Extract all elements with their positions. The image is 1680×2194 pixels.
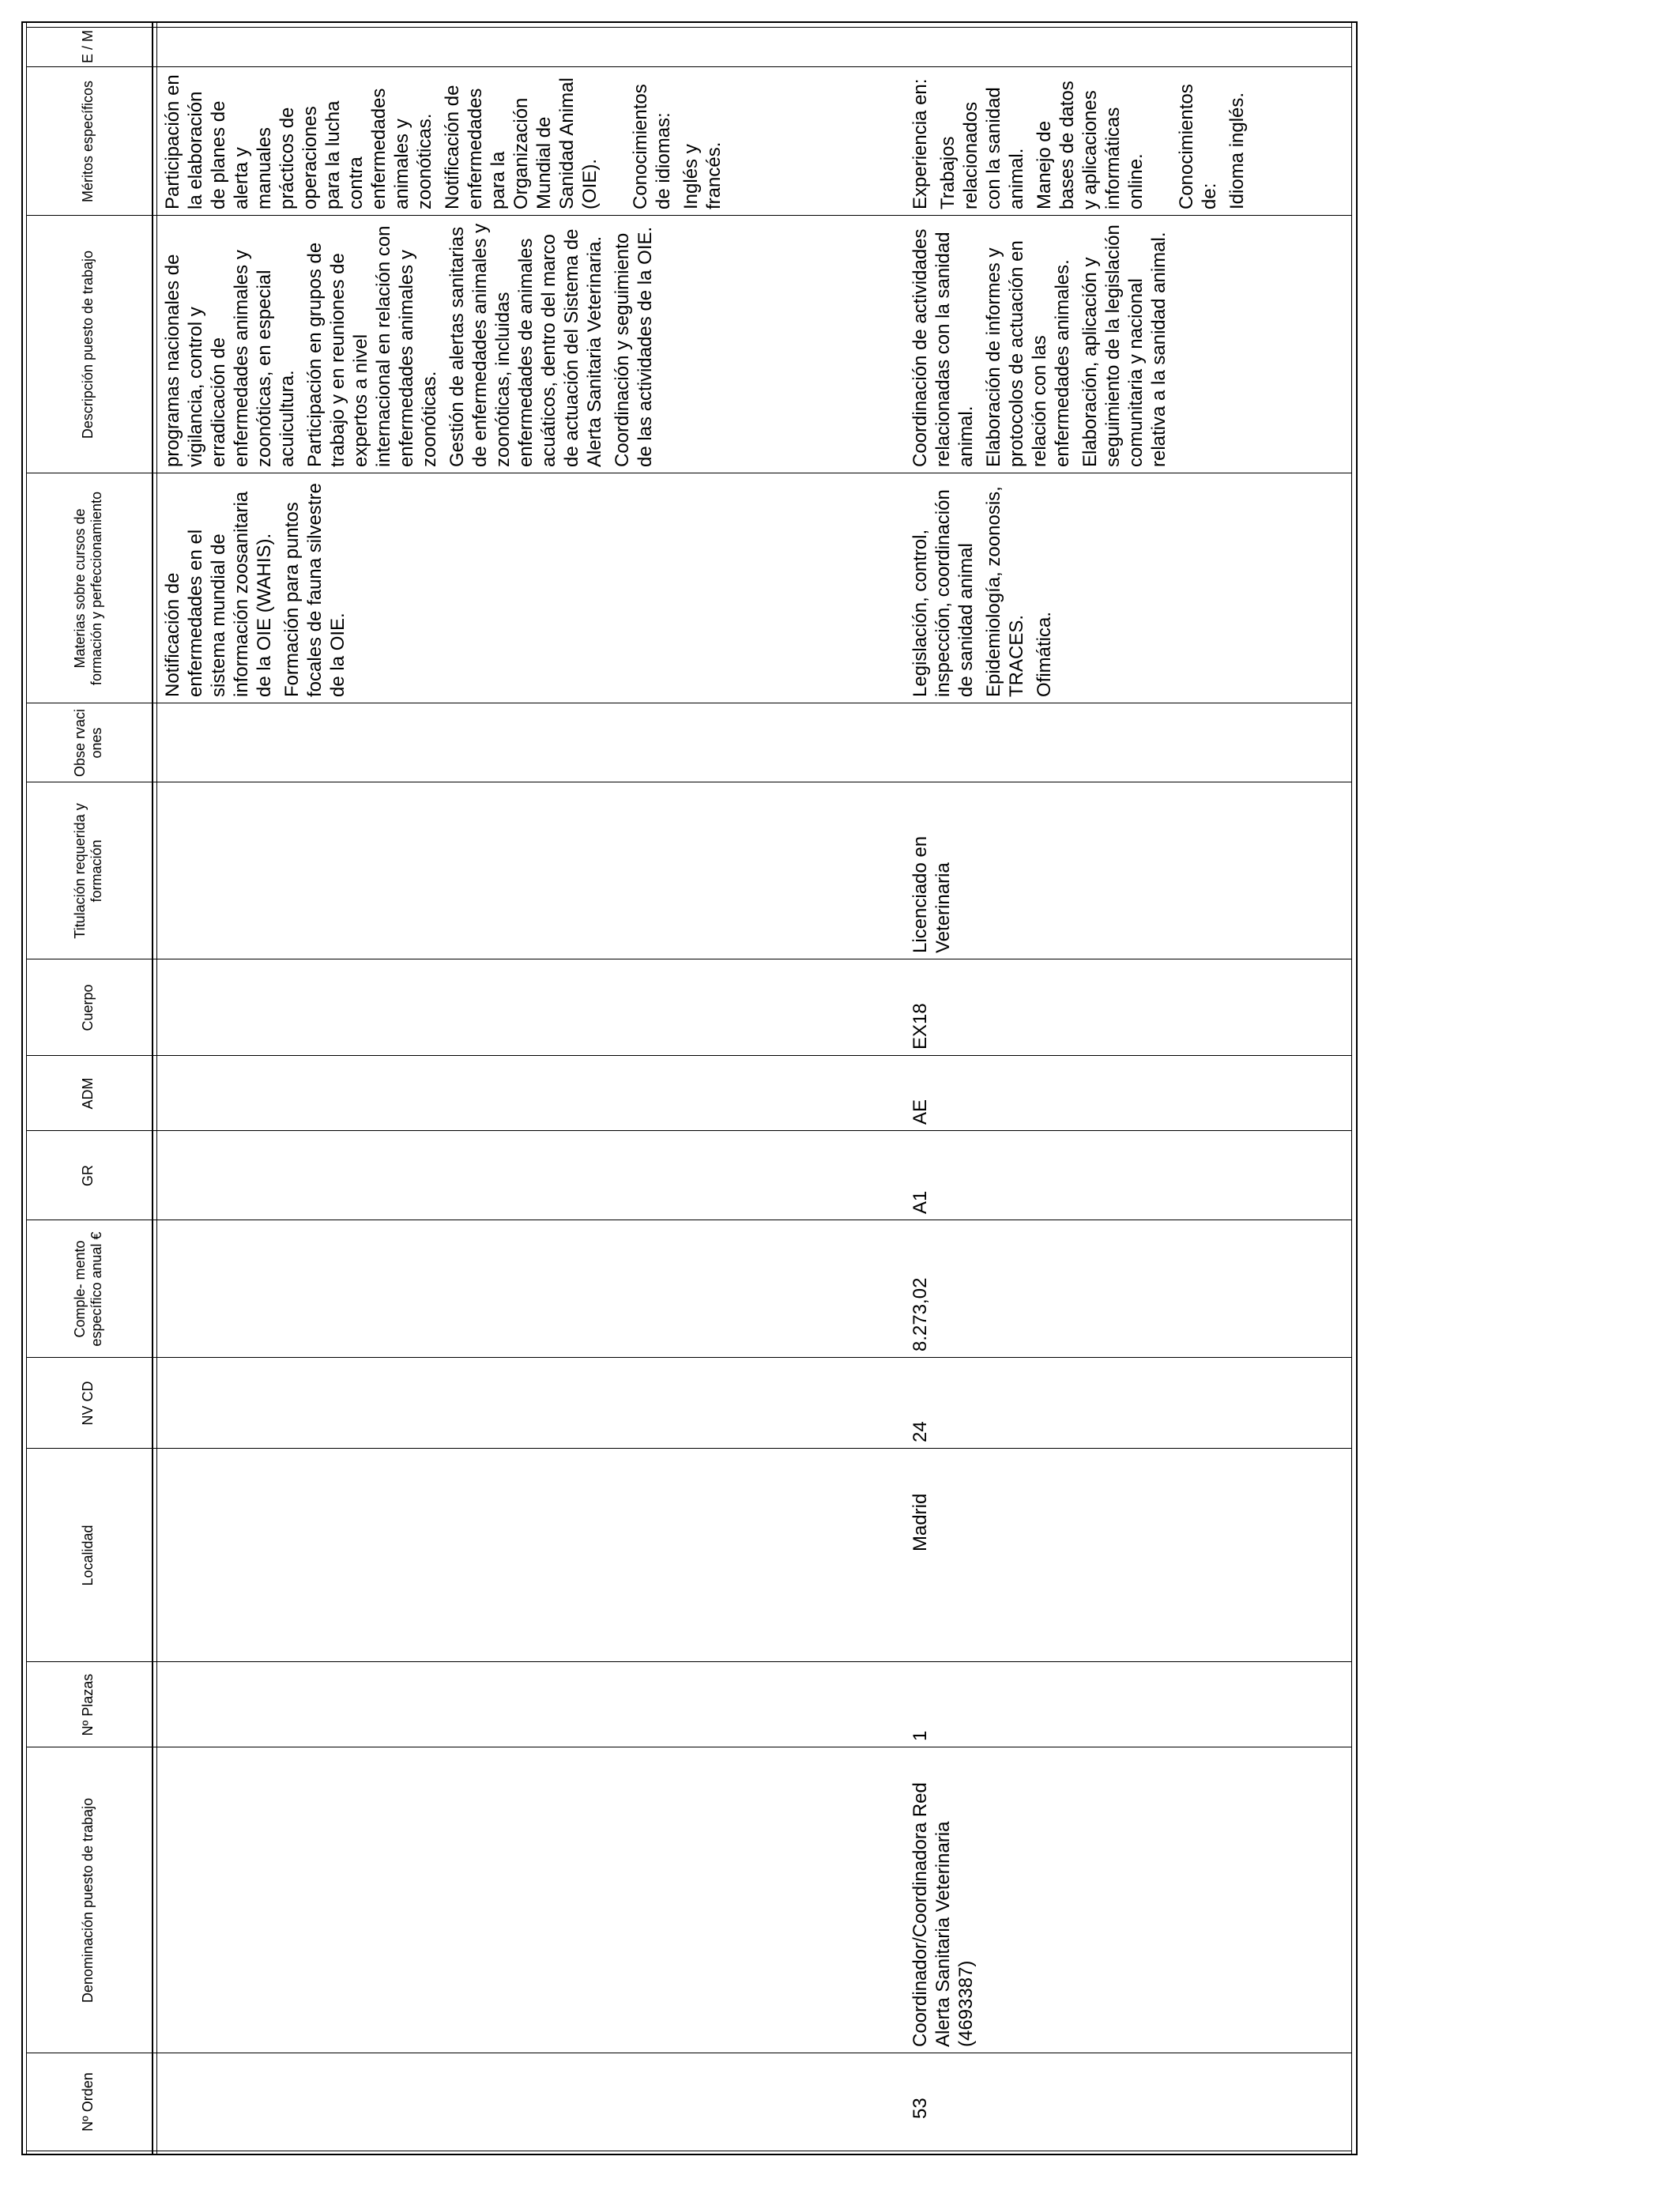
header-cuerpo xyxy=(28,963,149,1053)
border-bottom-outer xyxy=(1356,21,1358,2155)
meritos-paragraph: Idioma inglés. xyxy=(1226,92,1248,209)
descripcion-paragraph: Elaboración de informes y protocolos de actuación en relación con las enfermedades animales. xyxy=(983,240,1073,467)
descripcion-paragraph: programas nacionales de vigilancia, control y erradicación de enfermedades animales y zoonóticas, en especial acuicultura. xyxy=(162,250,298,467)
header-materias xyxy=(28,477,149,700)
descripcion-paragraph: Participación en grupos de trabajo y en reuniones de expertos a nivel internacional en relación con enfermedades animales y zoonóticas. xyxy=(304,225,440,467)
header-meritos xyxy=(28,70,149,213)
meritos-paragraph: Experiencia en: xyxy=(910,78,931,209)
cuerpo-value: EX18 xyxy=(910,1003,931,1050)
header-em-label: E / M xyxy=(80,30,96,64)
header-adm xyxy=(28,1059,149,1128)
header-denominacion xyxy=(28,1751,149,2050)
descripcion-paragraph: Coordinación de actividades relacionadas con la sanidad animal. xyxy=(910,228,977,467)
header-titulacion-label: Titulación requerida y formación xyxy=(71,803,104,939)
border-left-outer xyxy=(21,2154,1358,2155)
header-separator-outer xyxy=(152,21,153,2155)
meritos-paragraph: Conocimientos de idiomas: xyxy=(630,84,674,209)
header-complemento-label: Comple- mento específico anual € xyxy=(71,1231,104,1347)
cell-titulacion-row-1 xyxy=(909,789,955,953)
plazas-value: 1 xyxy=(910,1730,931,1741)
cell-nvcd-row-1 xyxy=(909,1364,932,1442)
descripcion-paragraph: Coordinación y seguimiento de las actividades de la OIE. xyxy=(612,226,656,467)
materias-paragraph: Ofimática. xyxy=(1034,611,1055,697)
column-divider-meritos xyxy=(26,215,1352,216)
header-meritos-label: Méritos específicos xyxy=(80,80,96,203)
cell-complemento-row-1 xyxy=(909,1227,932,1351)
nvcd-value: 24 xyxy=(910,1421,931,1442)
border-top-outer xyxy=(21,21,23,2155)
header-cuerpo-label: Cuerpo xyxy=(80,984,96,1031)
column-divider-adm xyxy=(26,1130,1352,1131)
header-adm-label: ADM xyxy=(80,1077,96,1110)
meritos-paragraph: Trabajos relacionados con la sanidad animal. xyxy=(937,87,1027,209)
cell-orden-row-1 xyxy=(909,2034,932,2119)
meritos-paragraph: Participación en la elaboración de planes de alerta y manuales prácticos de operaciones para la lucha contra enfermedades animales y zoonóticas. xyxy=(162,74,435,209)
column-divider-nvcd xyxy=(26,1448,1352,1449)
materias-paragraph: Notificación de enfermedades en el sistema mundial de información zoosanitaria de la OIE (WAHIS). xyxy=(162,491,275,697)
header-orden-label: Nº Orden xyxy=(80,2072,96,2132)
meritos-paragraph: Inglés y francés. xyxy=(680,141,725,209)
header-nvcd-label: NV CD xyxy=(80,1381,96,1426)
descripcion-paragraph: Elaboración, aplicación y seguimiento de la legislación comunitaria y nacional relativa a la sanidad animal. xyxy=(1079,224,1170,467)
header-localidad xyxy=(28,1452,149,1659)
header-orden xyxy=(28,2056,149,2147)
blank-line xyxy=(1152,74,1175,209)
descripcion-paragraph: Gestión de alertas sanitarias de enfermedades animales y zoonóticas, incluidas enfermedades de animales acuáticos, dentro del marco de actuación del Sistema de Alerta Sanitaria Veterinaria. xyxy=(446,223,605,467)
cell-cuerpo-row-1 xyxy=(909,966,932,1050)
header-descripcion xyxy=(28,219,149,470)
titulacion-value: Licenciado en Veterinaria xyxy=(910,835,954,953)
cell-materias-row-1 xyxy=(909,480,1060,697)
orden-value: 53 xyxy=(910,2098,931,2119)
header-nvcd xyxy=(28,1361,149,1446)
materias-paragraph: Epidemiología, zoonosis, TRACES. xyxy=(983,486,1027,697)
materias-paragraph: Legislación, control, inspección, coordinación de sanidad animal xyxy=(910,489,977,697)
column-divider-cuerpo xyxy=(26,1055,1352,1056)
header-em xyxy=(28,29,149,64)
gr-value: A1 xyxy=(910,1190,931,1214)
cell-denominacion-row-1 xyxy=(909,1754,977,2047)
cell-materias-row-0 xyxy=(161,480,354,697)
materias-paragraph: Formación para puntos focales de fauna silvestre de la OIE. xyxy=(281,483,348,697)
header-plazas-label: Nº Plazas xyxy=(80,1673,96,1736)
header-titulacion xyxy=(28,786,149,956)
cell-gr-row-1 xyxy=(909,1137,932,1214)
header-localidad-label: Localidad xyxy=(80,1525,96,1586)
header-observaciones xyxy=(28,707,149,779)
header-descripcion-label: Descripción puesto de trabajo xyxy=(80,250,96,439)
border-bottom-inner xyxy=(1351,21,1352,2155)
localidad-value: Madrid xyxy=(910,1493,931,1551)
denominacion-value: Coordinador/Coordinadora Red Alerta Sanitaria Veterinaria (4693387) xyxy=(910,1782,977,2047)
column-divider-localidad xyxy=(26,1661,1352,1662)
header-plazas xyxy=(28,1665,149,1744)
cell-meritos-row-1 xyxy=(909,74,1253,209)
column-divider-em xyxy=(26,66,1352,67)
cell-descripcion-row-0 xyxy=(161,222,661,467)
cell-plazas-row-1 xyxy=(909,1668,932,1741)
header-gr xyxy=(28,1134,149,1217)
border-right-outer xyxy=(21,21,1358,23)
header-gr-label: GR xyxy=(80,1165,96,1186)
meritos-paragraph: Manejo de bases de datos y aplicaciones informáticas online. xyxy=(1034,81,1147,209)
header-separator-inner xyxy=(156,21,157,2155)
header-denominacion-label: Denominación puesto de trabajo xyxy=(80,1797,96,2004)
blank-line xyxy=(606,74,629,209)
header-observaciones-label: Obse rvaci ones xyxy=(71,708,104,778)
meritos-paragraph: Notificación de enfermedades para la Organización Mundial de Sanidad Animal (OIE). xyxy=(442,77,601,209)
cell-descripcion-row-1 xyxy=(909,222,1175,467)
header-complemento xyxy=(28,1223,149,1355)
adm-value: AE xyxy=(910,1099,931,1125)
header-materias-label: Materias sobre cursos de formación y perfeccionamiento xyxy=(71,491,104,686)
cell-meritos-row-0 xyxy=(161,74,730,209)
cell-adm-row-1 xyxy=(909,1062,932,1125)
complemento-value: 8.273,02 xyxy=(910,1277,931,1351)
border-right-inner xyxy=(26,27,1352,28)
border-top-inner xyxy=(26,21,27,2155)
column-divider-complemento xyxy=(26,1357,1352,1358)
meritos-paragraph: Conocimientos de: xyxy=(1176,84,1220,209)
